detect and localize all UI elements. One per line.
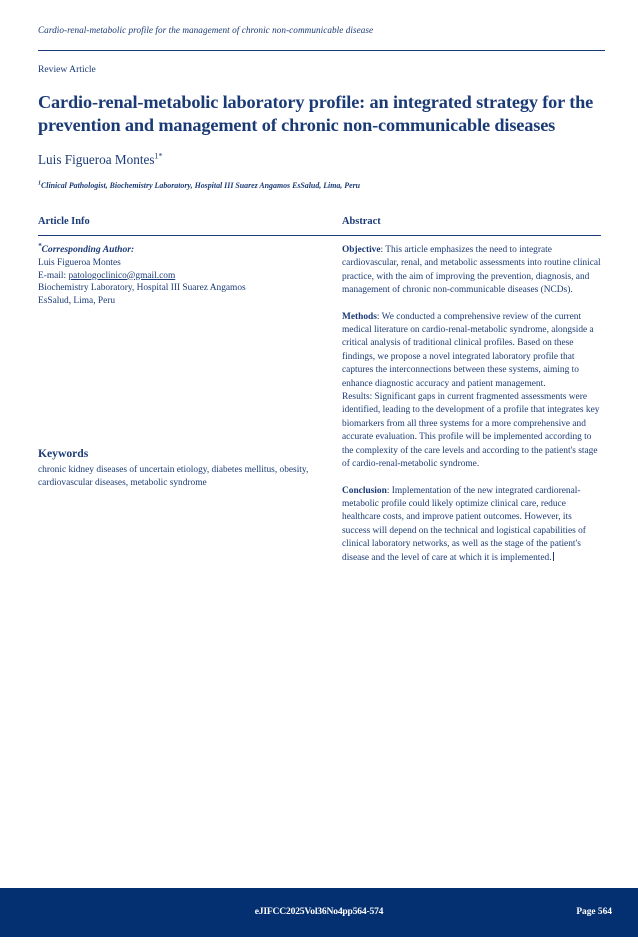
keywords-list: chronic kidney diseases of uncertain etiology, diabetes mellitus, obesity, cardiovascular diseases, metabolic syndrome xyxy=(38,465,309,489)
keywords-heading: Keywords xyxy=(38,447,89,460)
abstract-objective-paragraph xyxy=(342,244,602,298)
running-head: Cardio-renal-metabolic profile for the management of chronic non-communicable disease xyxy=(38,25,374,35)
abstract-conclusion-text: : Implementation of the new integrated cardiorenal-metabolic profile could likely optimize clinical care, reduce healthcare costs, and improve patient outcomes. However, its success will depend on the technical and logistical capabilities of clinical laboratory networks, as well as the stage of the patient's disease and the level of care at which it is implemented. xyxy=(342,485,586,563)
article-info-column xyxy=(38,241,328,308)
author-affiliation xyxy=(38,180,598,191)
corresponding-address-line-1: Biochemistry Laboratory, Hospital III Suarez Angamos xyxy=(38,283,246,294)
abstract-objective-label: Objective xyxy=(342,245,381,255)
header-divider xyxy=(38,50,605,51)
abstract-conclusion-paragraph xyxy=(342,485,602,565)
section-divider xyxy=(38,235,601,236)
email-link[interactable]: patologoclinico@gmail.com xyxy=(68,270,176,281)
article-info-heading: Article Info xyxy=(38,216,90,227)
email-label: E-mail: xyxy=(38,270,69,281)
abstract-methods-paragraph xyxy=(342,311,602,391)
text-cursor xyxy=(553,552,554,561)
author-affiliation-marker: 1* xyxy=(154,151,163,161)
page-title: Cardio-renal-metabolic laboratory profile: an integrated strategy for the prevention and management of chronic non-communicable diseases xyxy=(38,92,594,135)
article-type-label: Review Article xyxy=(38,64,96,75)
abstract-results-paragraph: Results: Significant gaps in current fragmented assessments were identified, leading to the development of a profile that integrates key biomarkers from all three systems for a more comprehensive and accurate evaluation. This profile will be implemented according to the complexity of the care levels and according to the patient's stage of cardio-renal-metabolic syndrome. xyxy=(342,392,600,470)
abstract-methods-text: : We conducted a comprehensive review of the current medical literature on cardio-renal-metabolic syndrome, alongside a critical analysis of traditional clinical profiles. Based on these findings, we propose a novel integrated laboratory profile that captures the interconnections between these systems, aiming to enhance diagnostic accuracy and patient management. xyxy=(342,311,594,389)
abstract-column xyxy=(342,244,602,578)
affiliation-marker: 1 xyxy=(38,180,41,187)
abstract-objective-text: : This article emphasizes the need to integrate cardiovascular, renal, and metabolic assessments into routine clinical practice, with the aim of improving the prevention, diagnosis, and management of chronic non-communicable diseases (NCDs). xyxy=(342,245,601,296)
corresponding-author-label xyxy=(38,241,328,257)
abstract-conclusion-label: Conclusion xyxy=(342,485,387,496)
footer-page-number: Page 564 xyxy=(576,907,612,917)
abstract-heading: Abstract xyxy=(342,216,381,227)
footer-citation: eJIFCC2025Vol36No4pp564-574 xyxy=(254,906,384,917)
affiliation-text: Clinical Pathologist, Biochemistry Laboratory, Hospital III Suarez Angamos EsSalud, Lima, Peru xyxy=(41,181,361,190)
corresponding-author-email-line xyxy=(38,270,328,283)
abstract-methods-label: Methods xyxy=(342,311,377,322)
author-byline xyxy=(38,152,162,168)
author-name: Luis Figueroa Montes xyxy=(38,152,155,167)
keywords-block xyxy=(38,446,330,491)
corresponding-author-name: Luis Figueroa Montes xyxy=(38,257,121,268)
corresponding-address-line-2: EsSalud, Lima, Peru xyxy=(38,296,116,307)
corresponding-label-text: Corresponding Author: xyxy=(41,244,135,255)
corresponding-marker: * xyxy=(38,241,42,250)
